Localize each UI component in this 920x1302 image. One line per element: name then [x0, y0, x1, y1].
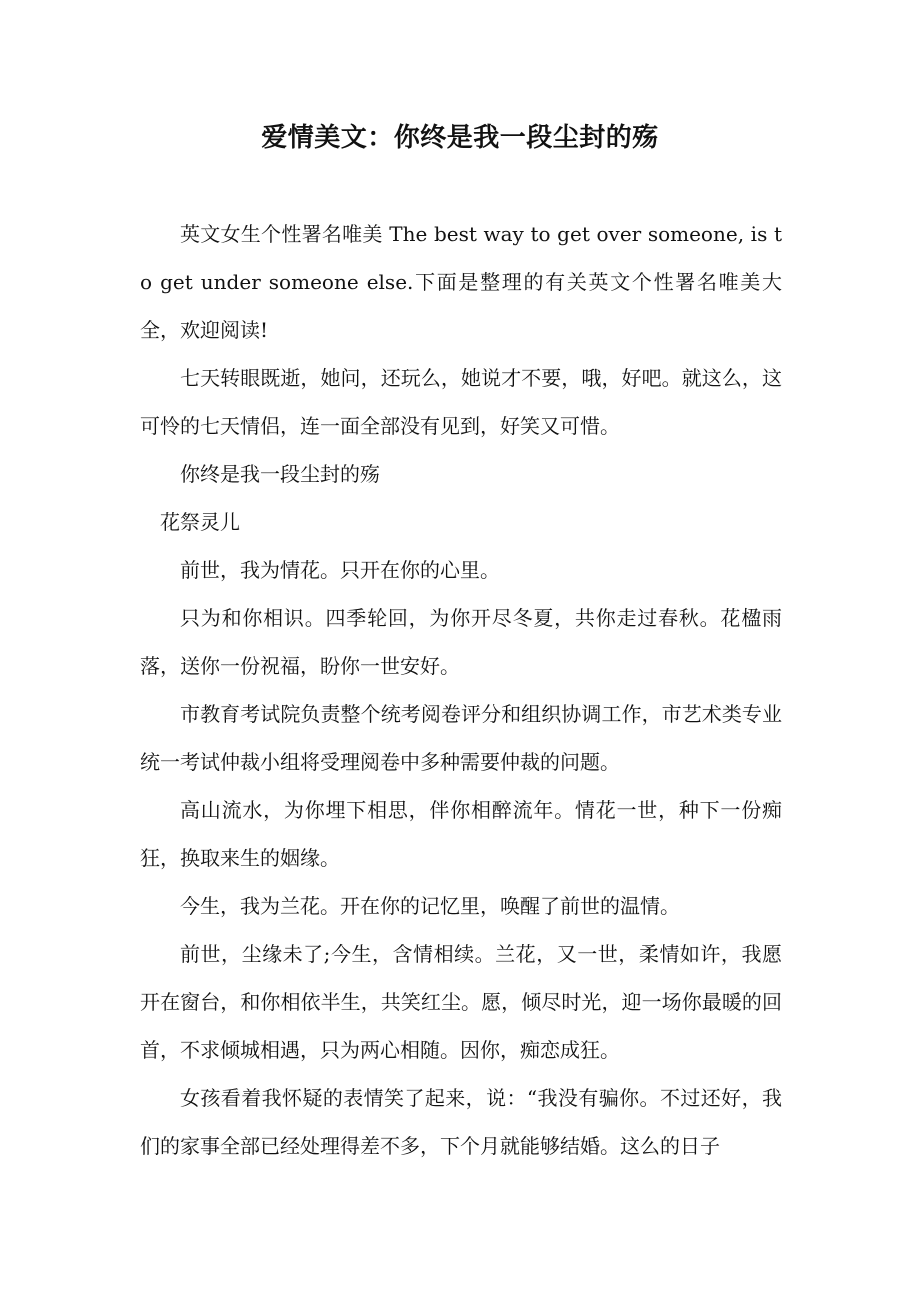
paragraph-meeting: 只为和你相识。四季轮回，为你开尽冬夏，共你走过春秋。花楹雨落，送你一份祝福，盼你一世安好。	[140, 606, 782, 678]
paragraph-this-life: 今生，我为兰花。开在你的记忆里，唤醒了前世的温情。	[180, 894, 680, 918]
paragraph-orchid: 前世，尘缘未了;今生，含情相续。兰花，又一世，柔情如许，我愿开在窗台，和你相依半生，共笑红尘。愿，倾尽时光，迎一场你最暖的回首，不求倾城相遇，只为两心相随。因你，痴恋成狂。	[140, 942, 782, 1062]
paragraph-girl: 女孩看着我怀疑的表情笑了起来，说：“我没有骗你。不过还好，我们的家事全部已经处理得差不多，下个月就能够结婚。这么的日子	[140, 1086, 782, 1158]
poem-author: 花祭灵儿	[160, 510, 240, 534]
paragraph-mountains: 高山流水，为你埋下相思，伴你相醉流年。情花一世，种下一份痴狂，换取来生的姻缘。	[140, 798, 782, 870]
document-title: 爱情美文：你终是我一段尘封的殇	[261, 123, 659, 153]
paragraph-intro: 英文女生个性署名唯美 The best way to get over someone, is to get under someone else.下面是整理的有关英文个性署名唯美大全，欢迎阅读!	[140, 222, 782, 342]
paragraph-seven-days: 七天转眼既逝，她问，还玩么，她说才不要，哦，好吧。就这么，这可怜的七天情侣，连一面全部没有见到，好笑又可惜。	[140, 366, 782, 438]
document-body	[140, 210, 782, 1170]
paragraph-exam-notice: 市教育考试院负责整个统考阅卷评分和组织协调工作，市艺术类专业统一考试仲裁小组将受理阅卷中多种需要仲裁的问题。	[140, 702, 782, 774]
paragraph-past-life: 前世，我为情花。只开在你的心里。	[180, 558, 500, 582]
poem-title: 你终是我一段尘封的殇	[180, 462, 380, 486]
